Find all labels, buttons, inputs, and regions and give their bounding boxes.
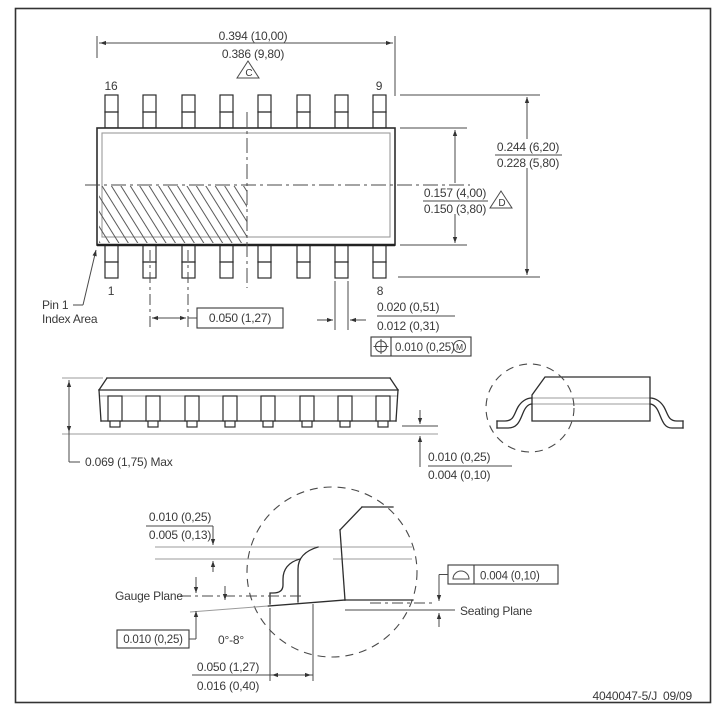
dim-overall-width-max: 0.244 (6,20) (496, 140, 560, 154)
pin-16-label: 16 (104, 79, 118, 93)
max-material-symbol (454, 341, 466, 353)
body-front-edge (340, 530, 345, 600)
dim-foot-length-max: 0.050 (1,27) (196, 660, 260, 674)
seating-plane-label: Seating Plane (460, 604, 533, 618)
end-right-lead (650, 398, 683, 428)
max-material-letter: M (455, 342, 464, 352)
pin (335, 245, 348, 278)
dim-lead-thickness-min: 0.005 (0,13) (148, 528, 212, 542)
dim-overall-length (97, 29, 395, 96)
dim-lead-width-min: 0.012 (0,31) (377, 319, 440, 333)
dim-overall-width-min: 0.228 (5,80) (496, 156, 560, 170)
note-flag-c (237, 61, 259, 79)
seating-plane-callout (345, 565, 558, 627)
pin (297, 95, 310, 128)
lead (108, 396, 122, 427)
pin1-index-label-line2: Index Area (42, 312, 98, 326)
dim-lead-width (317, 281, 455, 333)
position-tolerance-value: 0.010 (0,25) (395, 342, 455, 354)
dim-lead-thickness (146, 510, 213, 572)
lead-detail-view (115, 487, 558, 693)
detail-circle (247, 487, 417, 657)
pin (297, 245, 310, 278)
dim-lead-thickness-max: 0.010 (0,25) (148, 510, 212, 524)
pin (182, 95, 195, 128)
detail-callout-circle (486, 364, 574, 452)
lead-foot-bottom (268, 600, 345, 606)
dim-standoff-max: 0.010 (0,25) (428, 450, 491, 464)
pin (105, 245, 118, 278)
side-leads (108, 396, 390, 427)
document-number: 4040047-5/J (592, 689, 657, 703)
pin (220, 95, 233, 128)
pin-9-label: 9 (375, 79, 383, 93)
dim-gauge-offset-value: 0.010 (0,25) (123, 634, 183, 646)
pin (143, 95, 156, 128)
pin (373, 95, 386, 128)
gauge-plane-label: Gauge Plane (115, 589, 183, 603)
end-view (486, 364, 683, 452)
pin (105, 95, 118, 128)
revision-date: 09/09 (662, 689, 692, 703)
note-flag-d-letter: D (498, 198, 506, 209)
flatness-tolerance-frame (448, 565, 558, 584)
bottom-pins (105, 245, 386, 278)
pin-8-label: 8 (376, 284, 384, 298)
end-left-lead (497, 398, 532, 428)
lead (223, 396, 237, 427)
pin (373, 245, 386, 278)
body-chamfer (340, 507, 362, 530)
lead (185, 396, 199, 427)
pin (335, 95, 348, 128)
top-view (42, 29, 562, 356)
note-flag-d (490, 191, 512, 209)
position-tolerance-frame (371, 337, 471, 356)
dim-standoff-min: 0.004 (0,10) (428, 468, 491, 482)
top-pins (105, 95, 386, 128)
side-body-left-edge (99, 390, 101, 421)
position-symbol (374, 339, 389, 354)
pin (258, 245, 271, 278)
seating-plane-symbol (453, 571, 469, 579)
dim-overall-length-min: 0.386 (9,80) (221, 47, 285, 61)
pin1-index-hatch-area (99, 186, 247, 243)
side-view (62, 378, 512, 482)
lead (261, 396, 275, 427)
lead (146, 396, 160, 427)
dim-body-width-max: 0.157 (4,00) (423, 186, 487, 200)
side-body-left-chamfer (99, 378, 107, 390)
dim-overall-length-max: 0.394 (10,00) (218, 29, 288, 43)
dim-foot-length-min: 0.016 (0,40) (196, 679, 260, 693)
dim-body-width-min: 0.150 (3,80) (423, 202, 487, 216)
dim-lead-width-max: 0.020 (0,51) (377, 300, 440, 314)
side-body-right-edge (396, 390, 398, 421)
lead (300, 396, 314, 427)
note-flag-c-letter: C (245, 68, 253, 79)
dim-standoff (402, 410, 512, 482)
pin-1-label: 1 (107, 284, 115, 298)
dim-package-height-value: 0.069 (1,75) Max (85, 455, 173, 469)
lead-angle-value: 0°-8° (218, 633, 244, 647)
lead-outer-edge (270, 559, 300, 604)
dim-body-width (400, 128, 512, 245)
pin1-index-callout (42, 250, 98, 326)
lead (376, 396, 390, 427)
lead-inner-edge (298, 547, 318, 602)
flatness-tolerance-value: 0.004 (0,10) (480, 570, 540, 583)
pin (220, 245, 233, 278)
dim-pitch-value: 0.050 (1,27) (208, 311, 272, 325)
end-body (532, 377, 650, 421)
title-block (592, 689, 692, 703)
pin (258, 95, 271, 128)
gauge-plane-callout (115, 577, 302, 648)
pin1-index-label-line1: Pin 1 (42, 298, 69, 312)
lead (338, 396, 352, 427)
side-body-right-chamfer (390, 378, 398, 390)
